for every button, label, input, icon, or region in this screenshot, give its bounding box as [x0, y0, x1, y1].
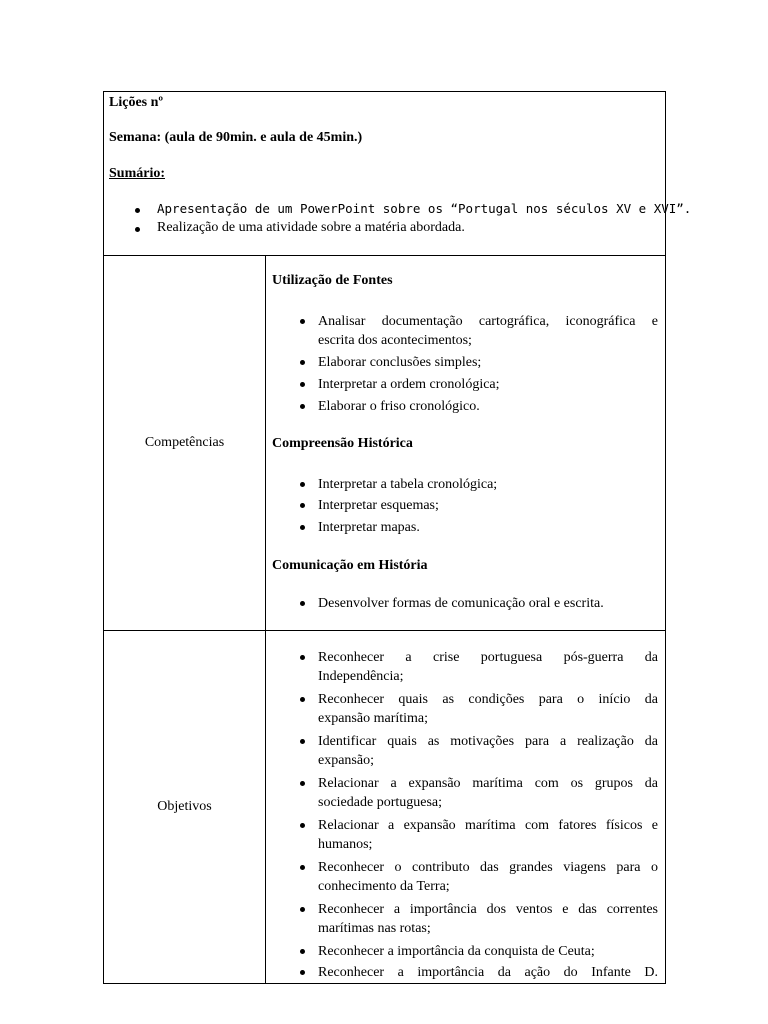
bullet-icon — [300, 525, 305, 530]
competencias-content — [265, 256, 665, 630]
list-item: Interpretar a tabela cronológica; — [318, 477, 498, 492]
section-title: Compreensão Histórica — [272, 436, 413, 451]
list-item: Relacionar a expansão marítima com fatores físicos e — [318, 818, 658, 833]
objetivos-content — [265, 631, 665, 983]
bullet-icon — [300, 949, 305, 954]
list-item: Identificar quais as motivações para a realização da — [318, 734, 658, 749]
bullet-icon — [300, 655, 305, 660]
bullet-icon — [300, 823, 305, 828]
list-item: Interpretar mapas. — [318, 520, 420, 535]
bullet-icon — [300, 697, 305, 702]
list-item: sociedade portuguesa; — [318, 795, 443, 810]
bullet-icon — [300, 382, 305, 387]
competencias-row — [104, 256, 665, 631]
list-item: Reconhecer a importância da conquista de Ceuta; — [318, 944, 595, 959]
list-item: expansão marítima; — [318, 711, 429, 726]
bullet-icon — [300, 970, 305, 975]
list-item: Reconhecer quais as condições para o início da — [318, 692, 658, 707]
lesson-plan-table — [103, 91, 692, 984]
bullet-icon — [300, 601, 305, 606]
lesson-header — [104, 92, 692, 256]
list-item: Interpretar a ordem cronológica; — [318, 377, 500, 392]
objetivos-cell — [104, 631, 266, 983]
list-item: Elaborar conclusões simples; — [318, 355, 482, 370]
licoes-label: Lições nº — [109, 95, 164, 110]
list-item: escrita dos acontecimentos; — [318, 333, 472, 348]
list-item: Reconhecer a importância da ação do Infante D. — [318, 965, 658, 980]
bullet-icon — [300, 482, 305, 487]
section-title: Comunicação em História — [272, 558, 428, 573]
semana-label: Semana: (aula de 90min. e aula de 45min.) — [109, 130, 363, 145]
bullet-icon — [135, 208, 140, 213]
bullet-icon — [300, 739, 305, 744]
competencias-cell — [104, 256, 266, 630]
list-item: expansão; — [318, 753, 374, 768]
bullet-icon — [300, 865, 305, 870]
objetivos-label: Objetivos — [157, 799, 212, 814]
list-item: Relacionar a expansão marítima com os grupos da — [318, 776, 658, 791]
list-item: Independência; — [318, 669, 404, 684]
section-title: Utilização de Fontes — [272, 273, 393, 288]
list-item: Elaborar o friso cronológico. — [318, 399, 480, 414]
bullet-icon — [300, 360, 305, 365]
list-item: marítimas nas rotas; — [318, 921, 431, 936]
sumario-item: Realização de uma atividade sobre a matéria abordada. — [157, 220, 465, 235]
bullet-icon — [300, 503, 305, 508]
list-item: Analisar documentação cartográfica, iconográfica e — [318, 314, 658, 329]
list-item: humanos; — [318, 837, 373, 852]
list-item: Reconhecer a crise portuguesa pós-guerra da — [318, 650, 658, 665]
list-item: Interpretar esquemas; — [318, 498, 439, 513]
bullet-icon — [300, 319, 305, 324]
bullet-icon — [135, 227, 140, 232]
sumario-item: Apresentação de um PowerPoint sobre os “Portugal nos séculos XV e XVI”. — [157, 201, 692, 216]
list-item: Desenvolver formas de comunicação oral e escrita. — [318, 596, 604, 611]
objetivos-row — [104, 631, 665, 983]
bullet-icon — [300, 404, 305, 409]
list-item: Reconhecer o contributo das grandes viagens para o — [318, 860, 658, 875]
list-item: conhecimento da Terra; — [318, 879, 450, 894]
bullet-icon — [300, 781, 305, 786]
list-item: Reconhecer a importância dos ventos e das correntes — [318, 902, 658, 917]
sumario-label: Sumário: — [109, 166, 165, 181]
bullet-icon — [300, 907, 305, 912]
competencias-label: Competências — [144, 435, 225, 450]
